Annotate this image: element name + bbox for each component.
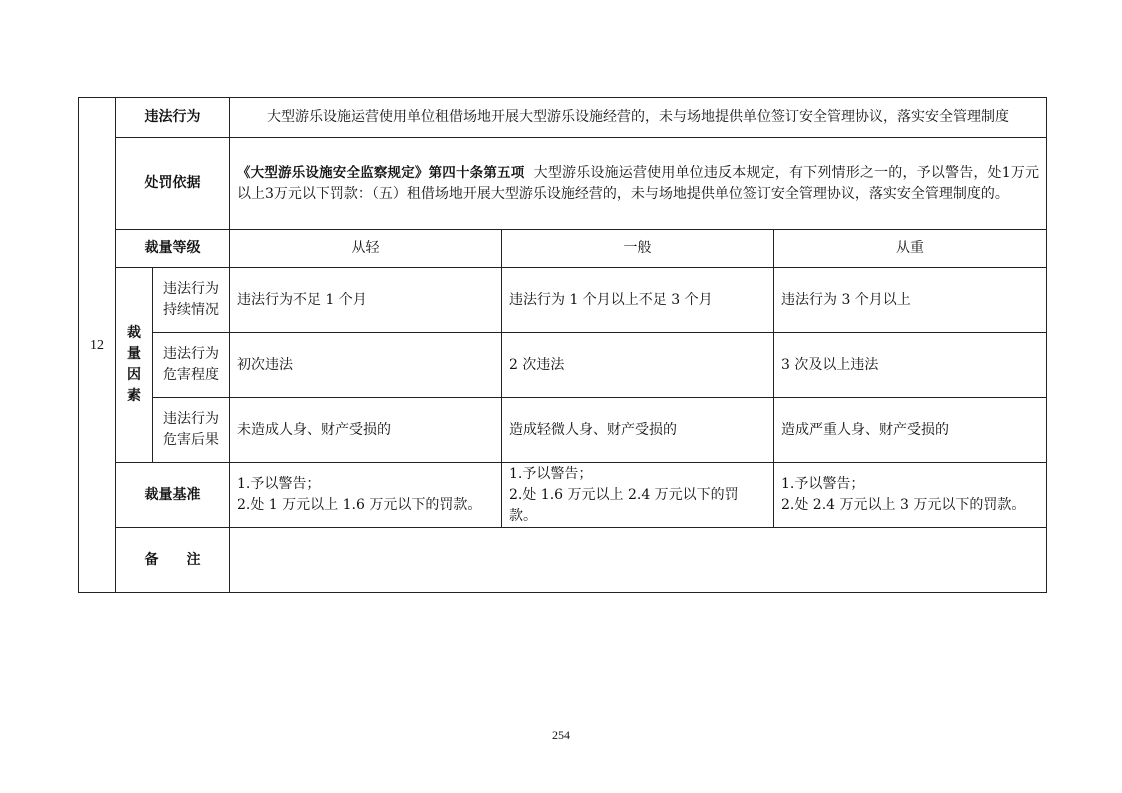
factor-duration-label: [153, 268, 230, 333]
standard-cell: [774, 463, 1047, 528]
standard-line: 2.处 1 万元以上 1.6 万元以下的罚款。: [237, 497, 482, 513]
factor-value: 未造成人身、财产受损的: [230, 398, 502, 463]
remarks-text: [230, 528, 1047, 593]
standard-label: 裁量基准: [116, 463, 230, 528]
factors-category-label: [116, 268, 153, 463]
factor-row: [79, 398, 1047, 463]
penalty-basis-label: 处罚依据: [116, 138, 230, 230]
category-char: 因: [127, 367, 141, 383]
remarks-row: [79, 528, 1047, 593]
regulation-title: 《大型游乐设施安全监察规定》第四十条第五项: [237, 164, 525, 181]
penalty-basis-cell: [230, 138, 1047, 230]
factor-value: 违法行为不足 1 个月: [230, 268, 502, 333]
factor-row: [79, 333, 1047, 398]
factor-label-line: 违法行为: [163, 281, 219, 297]
violation-text: 大型游乐设施运营使用单位租借场地开展大型游乐设施经营的，未与场地提供单位签订安全管理协议，落实安全管理制度: [230, 98, 1047, 138]
factor-value: 违法行为 1 个月以上不足 3 个月: [502, 268, 774, 333]
factor-label-line: 危害后果: [163, 432, 219, 448]
discretion-table: [78, 97, 1047, 593]
category-char: 量: [127, 346, 141, 362]
standard-line: 1.予以警告；: [237, 476, 321, 492]
remarks-char: 备: [144, 551, 159, 568]
item-number: 12: [79, 98, 116, 593]
factor-value: 初次违法: [230, 333, 502, 398]
standard-cell: [230, 463, 502, 528]
level-lenient: 从轻: [230, 230, 502, 268]
factor-label-line: 违法行为: [163, 411, 219, 427]
standard-line: 2.处 1.6 万元以上 2.4 万元以下的罚款。: [509, 486, 739, 524]
factor-consequence-label: [153, 398, 230, 463]
penalty-basis-row: [79, 138, 1047, 230]
factor-value: 造成严重人身、财产受损的: [774, 398, 1047, 463]
violation-label: 违法行为: [116, 98, 230, 138]
standard-line: 2.处 2.4 万元以上 3 万元以下的罚款。: [781, 497, 1026, 513]
level-general: 一般: [502, 230, 774, 268]
factor-value: 造成轻微人身、财产受损的: [502, 398, 774, 463]
levels-row: [79, 230, 1047, 268]
factor-value: 2 次违法: [502, 333, 774, 398]
penalty-basis-text: 大型游乐设施运营使用单位违反本规定，有下列情形之一的，予以警告，处1万元以上3万元以下罚款：（五）租借场地开展大型游乐设施经营的，未与场地提供单位签订安全管理协议，落实安全管理制度的。: [237, 164, 1040, 202]
factor-label-line: 危害程度: [163, 367, 219, 383]
standard-cell: [502, 463, 774, 528]
violation-row: [79, 98, 1047, 138]
factor-label-line: 持续情况: [163, 302, 219, 318]
factor-harm-degree-label: [153, 333, 230, 398]
standard-line: 1.予以警告；: [509, 465, 593, 482]
category-char: 裁: [127, 325, 141, 341]
page-number: 254: [552, 728, 570, 742]
factor-value: 3 次及以上违法: [774, 333, 1047, 398]
factor-row: [79, 268, 1047, 333]
remarks-char: 注: [186, 551, 201, 568]
category-char: 素: [127, 388, 141, 404]
factor-label-line: 违法行为: [163, 346, 219, 362]
levels-label: 裁量等级: [116, 230, 230, 268]
level-severe: 从重: [774, 230, 1047, 268]
factor-value: 违法行为 3 个月以上: [774, 268, 1047, 333]
standard-row: [79, 463, 1047, 528]
remarks-label: [116, 528, 230, 593]
standard-line: 1.予以警告；: [781, 476, 865, 492]
